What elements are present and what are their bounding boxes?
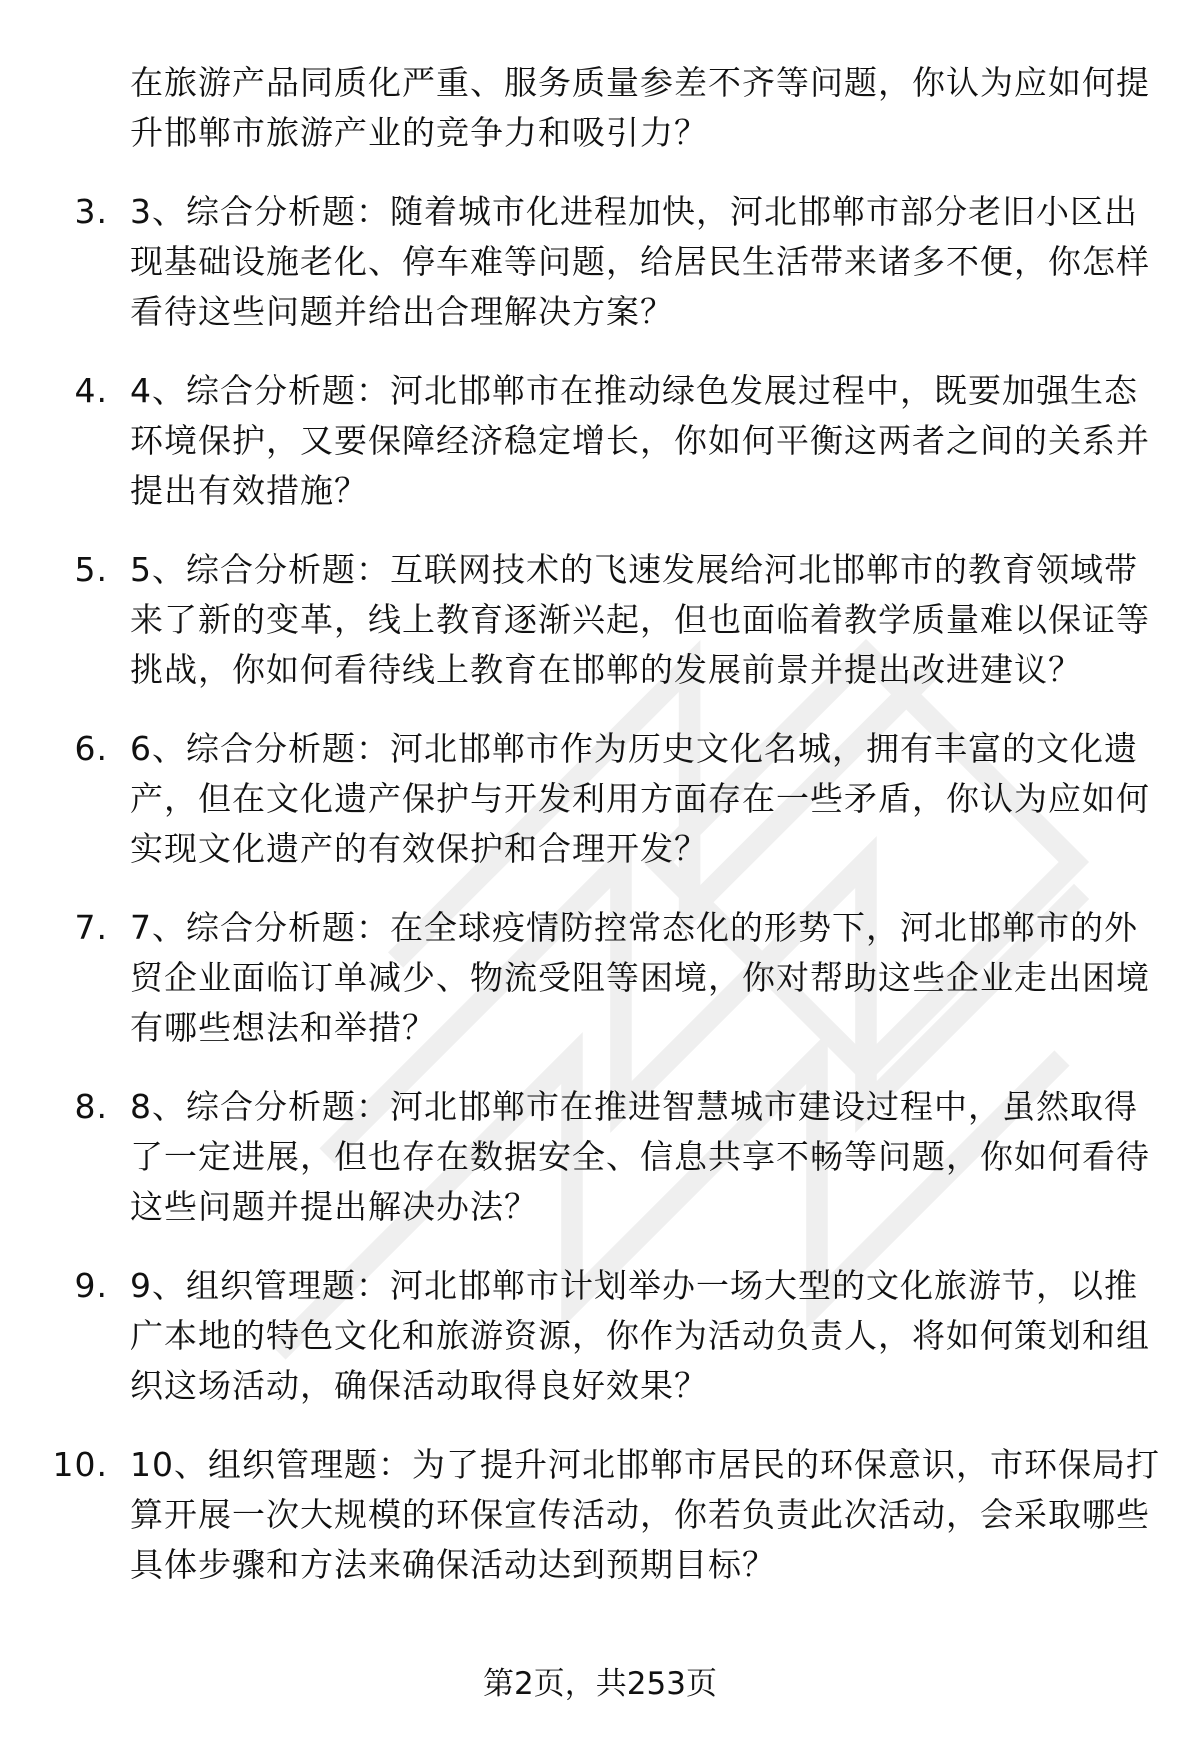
list-item <box>74 724 1160 874</box>
list-item <box>74 903 1160 1053</box>
list-item <box>74 366 1160 516</box>
item-text: 7、综合分析题：在全球疫情防控常态化的形势下，河北邯郸市的外贸企业面临订单减少、物流受阻等困境，你对帮助这些企业走出困境有哪些想法和举措？ <box>130 908 1150 1047</box>
list-item <box>74 545 1160 695</box>
item-text: 3、综合分析题：随着城市化进程加快，河北邯郸市部分老旧小区出现基础设施老化、停车难等问题，给居民生活带来诸多不便，你怎样看待这些问题并给出合理解决方案？ <box>130 192 1150 331</box>
item-number: 6. <box>74 729 108 768</box>
item-number: 10. <box>52 1445 108 1484</box>
item-text: 4、综合分析题：河北邯郸市在推动绿色发展过程中，既要加强生态环境保护，又要保障经济稳定增长，你如何平衡这两者之间的关系并提出有效措施？ <box>130 371 1150 510</box>
page-footer: 第2页，共253页 <box>483 1666 717 1702</box>
item-text: 5、综合分析题：互联网技术的飞速发展给河北邯郸市的教育领域带来了新的变革，线上教育逐渐兴起，但也面临着教学质量难以保证等挑战，你如何看待线上教育在邯郸的发展前景并提出改进建议？ <box>130 550 1150 689</box>
item-number: 9. <box>74 1266 108 1305</box>
item-number: 4. <box>74 371 108 410</box>
item-number: 3. <box>74 192 108 231</box>
item-number: 5. <box>74 550 108 589</box>
item-number: 7. <box>74 908 108 947</box>
item-number: 8. <box>74 1087 108 1126</box>
list-item <box>74 187 1160 337</box>
item-text: 9、组织管理题：河北邯郸市计划举办一场大型的文化旅游节，以推广本地的特色文化和旅游资源，你作为活动负责人，将如何策划和组织这场活动，确保活动取得良好效果？ <box>130 1266 1150 1405</box>
item-text: 8、综合分析题：河北邯郸市在推进智慧城市建设过程中，虽然取得了一定进展，但也存在数据安全、信息共享不畅等问题，你如何看待这些问题并提出解决办法？ <box>130 1087 1150 1226</box>
question-list <box>0 58 1200 1590</box>
item-text: 10、组织管理题：为了提升河北邯郸市居民的环保意识，市环保局打算开展一次大规模的环保宣传活动，你若负责此次活动，会采取哪些具体步骤和方法来确保活动达到预期目标？ <box>130 1445 1160 1584</box>
continued-question-text: 在旅游产品同质化严重、服务质量参差不齐等问题，你认为应如何提升邯郸市旅游产业的竞争力和吸引力？ <box>130 63 1150 152</box>
item-text: 6、综合分析题：河北邯郸市作为历史文化名城，拥有丰富的文化遗产，但在文化遗产保护与开发利用方面存在一些矛盾，你认为应如何实现文化遗产的有效保护和合理开发？ <box>130 729 1150 868</box>
list-item <box>74 1082 1160 1232</box>
list-item <box>74 1261 1160 1411</box>
list-item <box>52 1440 1160 1590</box>
